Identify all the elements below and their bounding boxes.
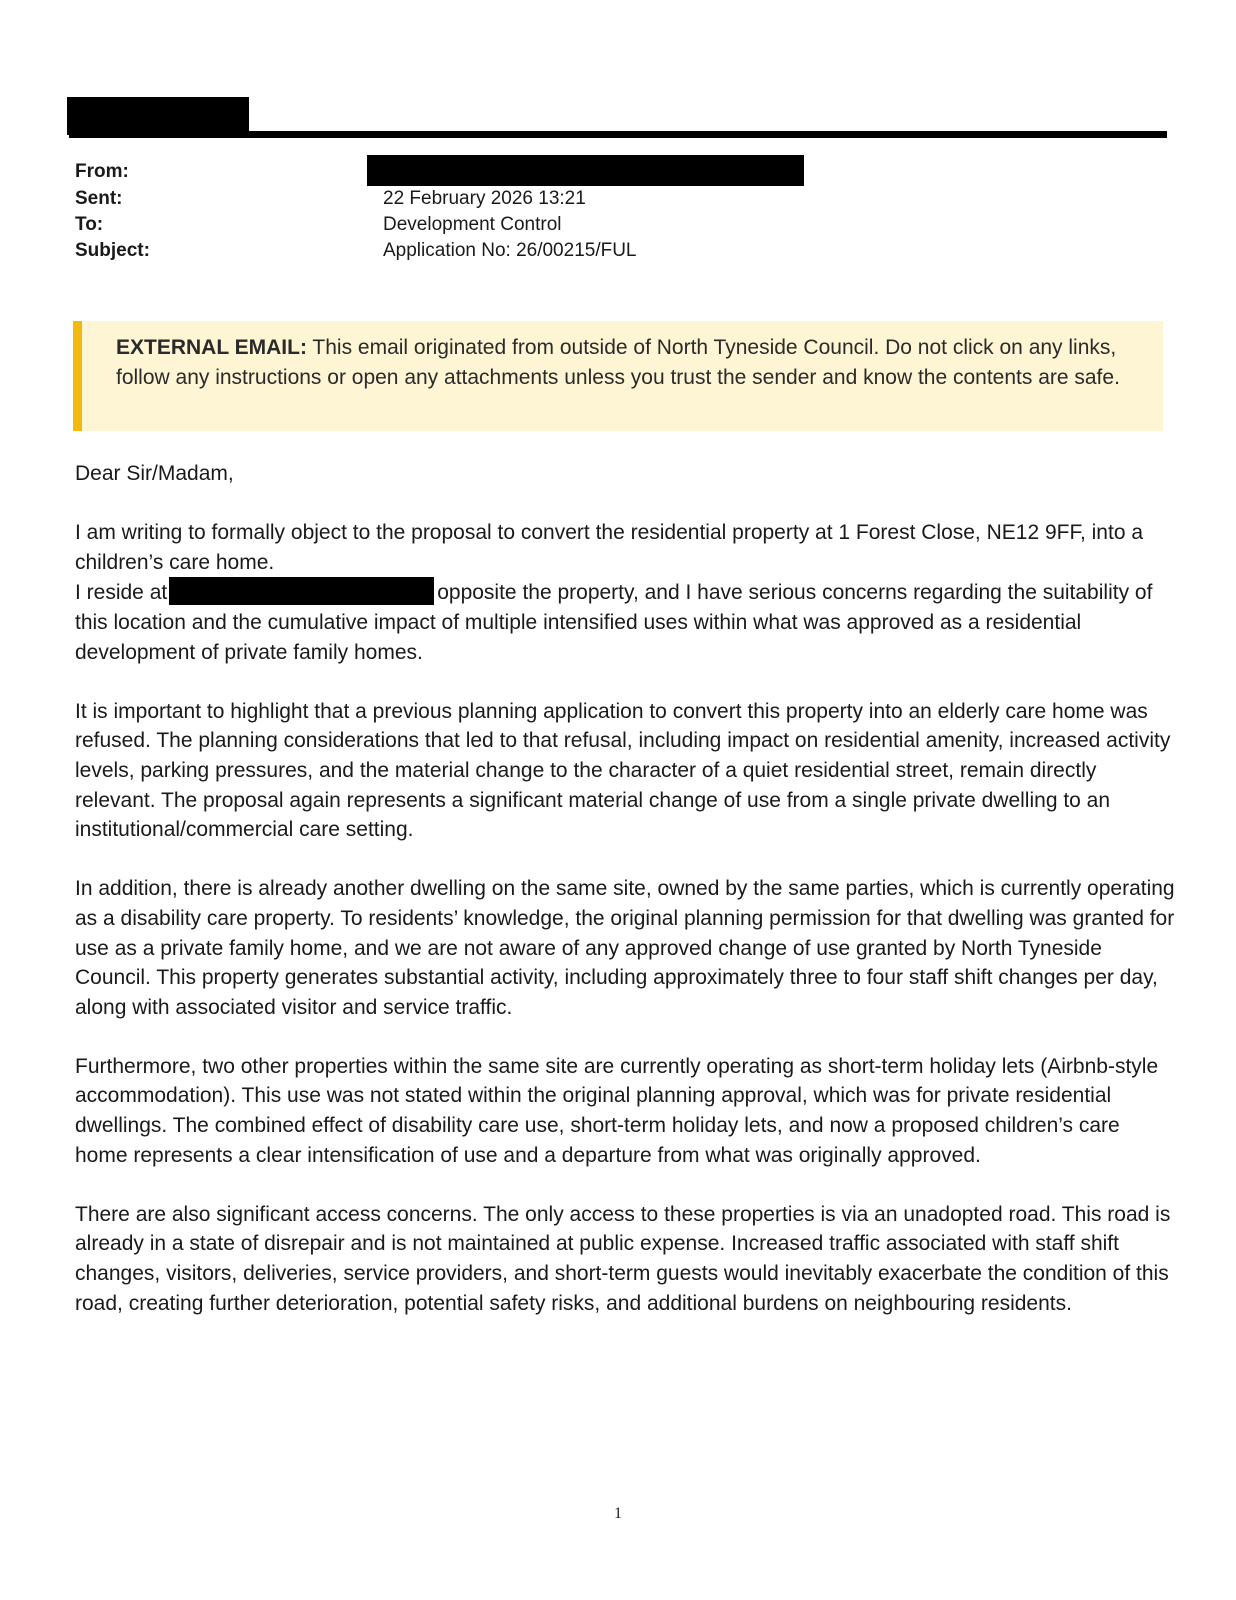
from-label: From: [75,161,129,182]
page-number: 1 [614,1505,622,1522]
sent-value: 22 February 2026 13:21 [383,188,586,209]
greeting: Dear Sir/Madam, [75,462,234,485]
banner-text [116,333,1161,393]
subject-label: Subject: [75,240,150,261]
paragraph-1 [75,518,1175,667]
letter-body [75,459,1175,1348]
paragraph-1-line-1: I am writing to formally object to the proposal to convert the residential property at 1 Forest Close, NE12 9FF, into a children’s care home. [75,521,1144,574]
paragraph-5: There are also significant access concerns. The only access to these properties is via an unadopted road. This road is already in a state of disrepair and is not maintained at public expense. Increased traffic associated with staff shift changes, visitors, deliveries, service providers, and short-term guests would inevitably exacerbate the condition of this road, creating further deterioration, potential safety risks, and additional burdens on neighbouring residents. [75,1202,1171,1315]
redacted-address [169,577,434,605]
reside-suffix: opposite the property, and I have serious concerns regarding the suitability of this location and the cumulative impact of multiple intensified uses within what was approved as a residential development of private family homes. [75,581,1153,664]
header-rule [69,131,1167,138]
sent-label: Sent: [75,188,123,209]
redacted-from-address [367,155,804,186]
to-value: Development Control [383,214,562,235]
paragraph-2: It is important to highlight that a previous planning application to convert this property into an elderly care home was refused. The planning considerations that led to that refusal, including impact on residential amenity, increased activity levels, parking pressures, and the material change to the character of a quiet residential street, remain directly relevant. The proposal again represents a significant material change of use from a single private dwelling to an institutional/commercial care setting. [75,699,1171,842]
reside-prefix: I reside at [75,581,168,605]
banner-lead: EXTERNAL EMAIL: [116,336,307,359]
paragraph-3: In addition, there is already another dwelling on the same site, owned by the same parties, which is currently operating as a disability care property. To residents’ knowledge, the original planning permission for that dwelling was granted for use as a private family home, and we are not aware of any approved change of use granted by North Tyneside Council. This property generates substantial activity, including approximately three to four staff shift changes per day, along with associated visitor and service traffic. [75,877,1175,1019]
external-email-banner [73,321,1163,431]
paragraph-4: Furthermore, two other properties within the same site are currently operating as short-term holiday lets (Airbnb-style accommodation). This use was not stated within the original planning approval, which was for private residential dwellings. The combined effect of disability care use, short-term holiday lets, and now a proposed children’s care home represents a clear intensification of use and a departure from what was originally approved. [75,1054,1159,1167]
redacted-sender-name [67,97,249,135]
banner-message: This email originated from outside of North Tyneside Council. Do not click on any links, follow any instructions or open any attachments unless you trust the sender and know the contents are safe. [116,336,1120,389]
subject-value: Application No: 26/00215/FUL [383,240,637,261]
to-label: To: [75,214,104,235]
